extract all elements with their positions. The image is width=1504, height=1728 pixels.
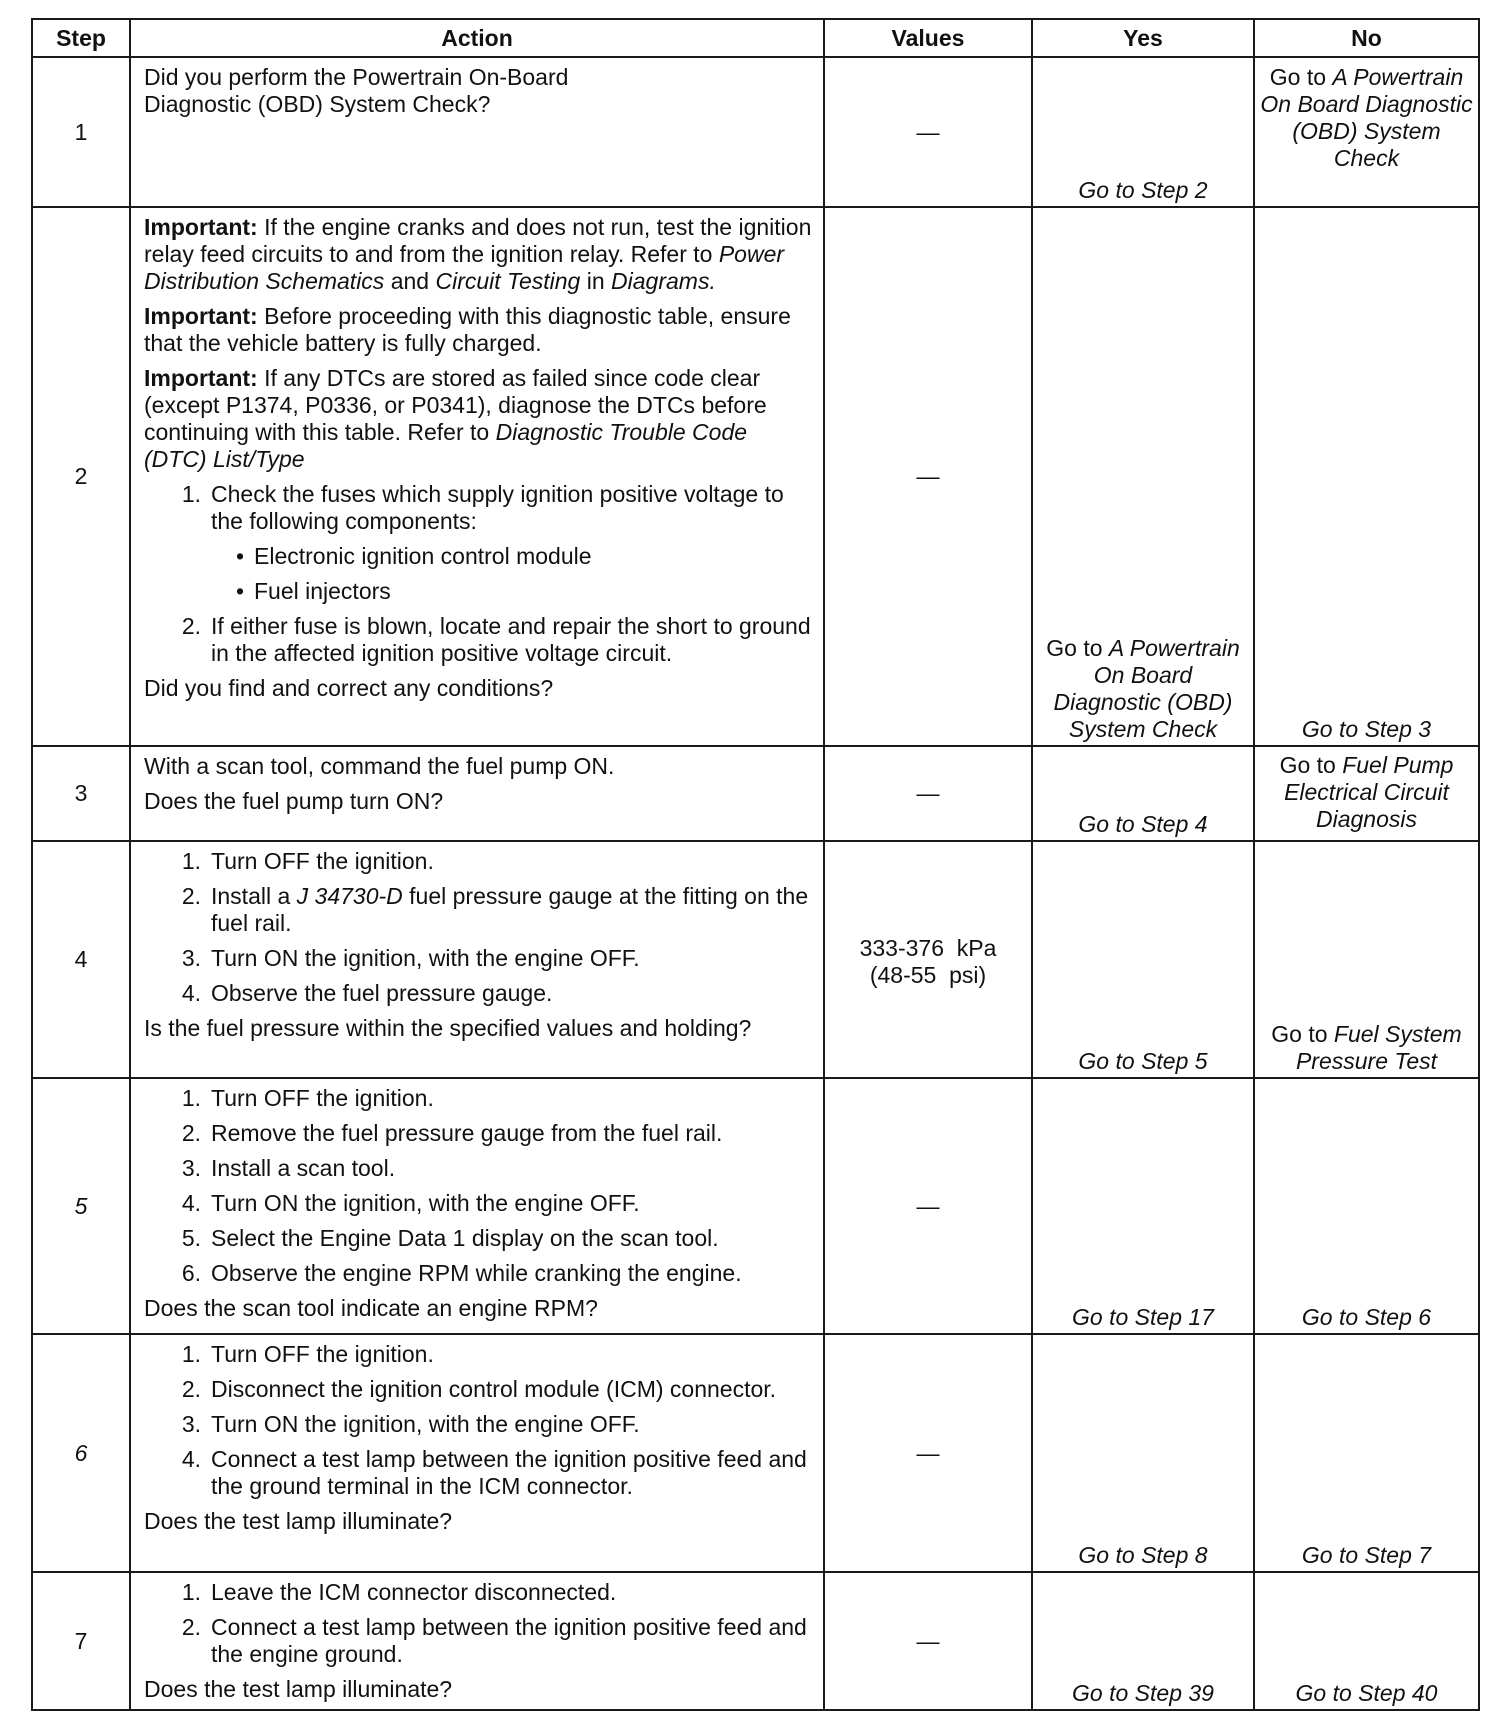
no-cell <box>1254 57 1479 207</box>
action-cell <box>130 57 824 207</box>
no-link[interactable]: Go to Step 6 <box>1254 1078 1479 1334</box>
yes-link[interactable]: Go to Step 5 <box>1032 841 1254 1078</box>
action-cell <box>130 207 824 746</box>
important-label: Important: <box>144 303 258 329</box>
list-item: 3. Install a scan tool. <box>144 1155 813 1182</box>
list-item-text: Turn OFF the ignition. <box>211 1085 434 1111</box>
question-text: Is the fuel pressure within the specified values and holding? <box>144 1015 752 1041</box>
important-note <box>144 214 813 295</box>
no-link[interactable]: Fuel Pump Electrical Circuit Diagnosis <box>1284 752 1454 832</box>
table-row <box>32 1572 1479 1710</box>
list-item: 2. If either fuse is blown, locate and repair the short to ground in the affected ignition positive voltage circuit. <box>144 613 813 667</box>
no-link[interactable]: Fuel System Pressure Test <box>1295 1021 1462 1074</box>
bullet-icon: • <box>235 543 244 569</box>
list-item-text: Check the fuses which supply ignition positive voltage to the following components: <box>211 481 784 534</box>
values-cell: — <box>824 207 1032 746</box>
note-text: in <box>580 268 612 294</box>
question-text: Does the test lamp illuminate? <box>144 1508 453 1534</box>
action-cell <box>130 841 824 1078</box>
list-item-text: Connect a test lamp between the ignition positive feed and the ground terminal in the ICM connector. <box>211 1446 807 1499</box>
header-no: No <box>1254 19 1479 57</box>
list-item: 6. Observe the engine RPM while cranking the engine. <box>144 1260 813 1287</box>
step-number: 1 <box>32 57 130 207</box>
important-note <box>144 303 813 357</box>
table-row <box>32 1078 1479 1334</box>
step-number: 6 <box>32 1334 130 1572</box>
header-row <box>32 19 1479 57</box>
no-link[interactable]: A Powertrain On Board Diagnostic (OBD) System Check <box>1260 64 1473 171</box>
bullet-icon: • <box>235 578 244 604</box>
no-prefix: Go to <box>1279 752 1343 778</box>
list-item-text: Remove the fuel pressure gauge from the fuel rail. <box>211 1120 723 1146</box>
step-number: 2 <box>32 207 130 746</box>
step-number: 7 <box>32 1572 130 1710</box>
diagnostic-table <box>31 18 1480 1711</box>
action-cell <box>130 1078 824 1334</box>
list-item: 4. Connect a test lamp between the ignition positive feed and the ground terminal in the ICM connector. <box>144 1446 813 1500</box>
list-item: 3. Turn ON the ignition, with the engine OFF. <box>144 945 813 972</box>
values-cell: — <box>824 1078 1032 1334</box>
important-label: Important: <box>144 365 258 391</box>
table-row <box>32 207 1479 746</box>
list-item-text: Disconnect the ignition control module (ICM) connector. <box>211 1376 777 1402</box>
list-item: 4. Observe the fuel pressure gauge. <box>144 980 813 1007</box>
bullet-text: Electronic ignition control module <box>254 543 592 569</box>
no-cell <box>1254 841 1479 1078</box>
list-item-text: Select the Engine Data 1 display on the scan tool. <box>211 1225 719 1251</box>
question-text: Does the scan tool indicate an engine RPM? <box>144 1295 598 1321</box>
header-values: Values <box>824 19 1032 57</box>
tool-name: J 34730-D <box>296 883 403 909</box>
list-item-text: Leave the ICM connector disconnected. <box>211 1579 617 1605</box>
values-cell <box>824 841 1032 1078</box>
question-text: Did you find and correct any conditions? <box>144 675 554 701</box>
no-cell <box>1254 746 1479 841</box>
yes-prefix: Go to <box>1046 635 1109 661</box>
yes-link[interactable]: Go to Step 8 <box>1032 1334 1254 1572</box>
list-item: 1. Leave the ICM connector disconnected. <box>144 1579 813 1606</box>
header-yes: Yes <box>1032 19 1254 57</box>
values-cell: — <box>824 746 1032 841</box>
list-item-text: Turn ON the ignition, with the engine OFF. <box>211 1190 640 1216</box>
note-text: If the engine cranks and does not run, test the ignition relay feed circuits to and from the ignition relay. Refer to <box>144 214 812 267</box>
list-item-text: Connect a test lamp between the ignition positive feed and the engine ground. <box>211 1614 807 1667</box>
list-item: 2. Install a J 34730-D fuel pressure gauge at the fitting on the fuel rail. <box>181 883 809 936</box>
bullet-item <box>144 578 813 605</box>
step-number: 3 <box>32 746 130 841</box>
question-text: Did you perform the Powertrain On-Board Diagnostic (OBD) System Check? <box>144 64 569 117</box>
list-item-text: Turn ON the ignition, with the engine OFF. <box>211 945 640 971</box>
no-link[interactable]: Go to Step 7 <box>1254 1334 1479 1572</box>
pressure-kpa: 333-376 kPa <box>859 935 997 961</box>
list-item: 2. Remove the fuel pressure gauge from the fuel rail. <box>144 1120 813 1147</box>
yes-link[interactable]: Go to Step 2 <box>1032 57 1254 207</box>
header-action: Action <box>130 19 824 57</box>
list-item: 1. Turn OFF the ignition. <box>144 1085 813 1112</box>
list-item-text: Observe the fuel pressure gauge. <box>211 980 553 1006</box>
bullet-text: Fuel injectors <box>254 578 391 604</box>
ref-link[interactable]: Diagnostic Trouble Code (DTC) List/Type <box>144 419 748 472</box>
no-prefix: Go to <box>1271 1021 1334 1047</box>
ref-link[interactable]: Diagrams. <box>611 268 716 294</box>
list-item: 1. Turn OFF the ignition. <box>144 1341 813 1368</box>
ref-link[interactable]: Power Distribution Schematics <box>144 241 785 294</box>
table-row <box>32 57 1479 207</box>
no-link[interactable]: Go to Step 40 <box>1254 1572 1479 1710</box>
no-prefix: Go to <box>1269 64 1333 90</box>
values-cell: — <box>824 57 1032 207</box>
list-item-text: Turn OFF the ignition. <box>211 1341 434 1367</box>
list-item: 4. Turn ON the ignition, with the engine OFF. <box>144 1190 813 1217</box>
list-item: 1. Turn OFF the ignition. <box>144 848 813 875</box>
list-item: 2. Disconnect the ignition control module (ICM) connector. <box>144 1376 813 1403</box>
list-item: 1. Check the fuses which supply ignition positive voltage to the following components: <box>144 481 813 535</box>
note-text: If any DTCs are stored as failed since code clear (except P1374, P0336, or P0341), diagnose the DTCs before continuing with this table. Refer to <box>144 365 767 445</box>
no-link[interactable]: Go to Step 3 <box>1254 207 1479 746</box>
yes-cell <box>1032 207 1254 746</box>
important-label: Important: <box>144 214 258 240</box>
list-item-text: Turn OFF the ignition. <box>211 848 434 874</box>
important-note <box>144 365 813 473</box>
action-cell <box>130 746 824 841</box>
list-item-text: If either fuse is blown, locate and repair the short to ground in the affected ignition positive voltage circuit. <box>211 613 811 666</box>
step-number: 5 <box>32 1078 130 1334</box>
action-text: With a scan tool, command the fuel pump ON. <box>144 753 615 779</box>
list-item: 2. Connect a test lamp between the ignition positive feed and the engine ground. <box>144 1614 813 1668</box>
values-cell: — <box>824 1334 1032 1572</box>
question-text: Does the fuel pump turn ON? <box>144 788 444 814</box>
yes-link[interactable]: Go to Step 39 <box>1032 1572 1254 1710</box>
yes-link[interactable]: A Powertrain On Board Diagnostic (OBD) System Check <box>1053 635 1240 742</box>
note-text: and <box>384 268 436 294</box>
yes-link[interactable]: Go to Step 4 <box>1032 746 1254 841</box>
step-number: 4 <box>32 841 130 1078</box>
list-item-text: Install a scan tool. <box>211 1155 396 1181</box>
pressure-psi: (48-55 psi) <box>869 962 987 988</box>
list-item-text: Observe the engine RPM while cranking the engine. <box>211 1260 742 1286</box>
list-item-text: Turn ON the ignition, with the engine OFF. <box>211 1411 640 1437</box>
list-item: 5. Select the Engine Data 1 display on the scan tool. <box>144 1225 813 1252</box>
question-text: Does the test lamp illuminate? <box>144 1676 453 1702</box>
table-row <box>32 746 1479 841</box>
ref-link[interactable]: Circuit Testing <box>435 268 581 294</box>
table-row <box>32 1334 1479 1572</box>
bullet-item <box>144 543 813 570</box>
header-step: Step <box>32 19 130 57</box>
yes-link[interactable]: Go to Step 17 <box>1032 1078 1254 1334</box>
table-row <box>32 841 1479 1078</box>
note-text: Before proceeding with this diagnostic table, ensure that the vehicle battery is fully charged. <box>144 303 791 356</box>
values-cell: — <box>824 1572 1032 1710</box>
list-item: 3. Turn ON the ignition, with the engine OFF. <box>144 1411 813 1438</box>
action-cell <box>130 1572 824 1710</box>
list-item-text: fuel pressure gauge at the fitting on the fuel rail. <box>211 883 809 936</box>
action-cell <box>130 1334 824 1572</box>
list-item-text: Install a <box>211 883 297 909</box>
